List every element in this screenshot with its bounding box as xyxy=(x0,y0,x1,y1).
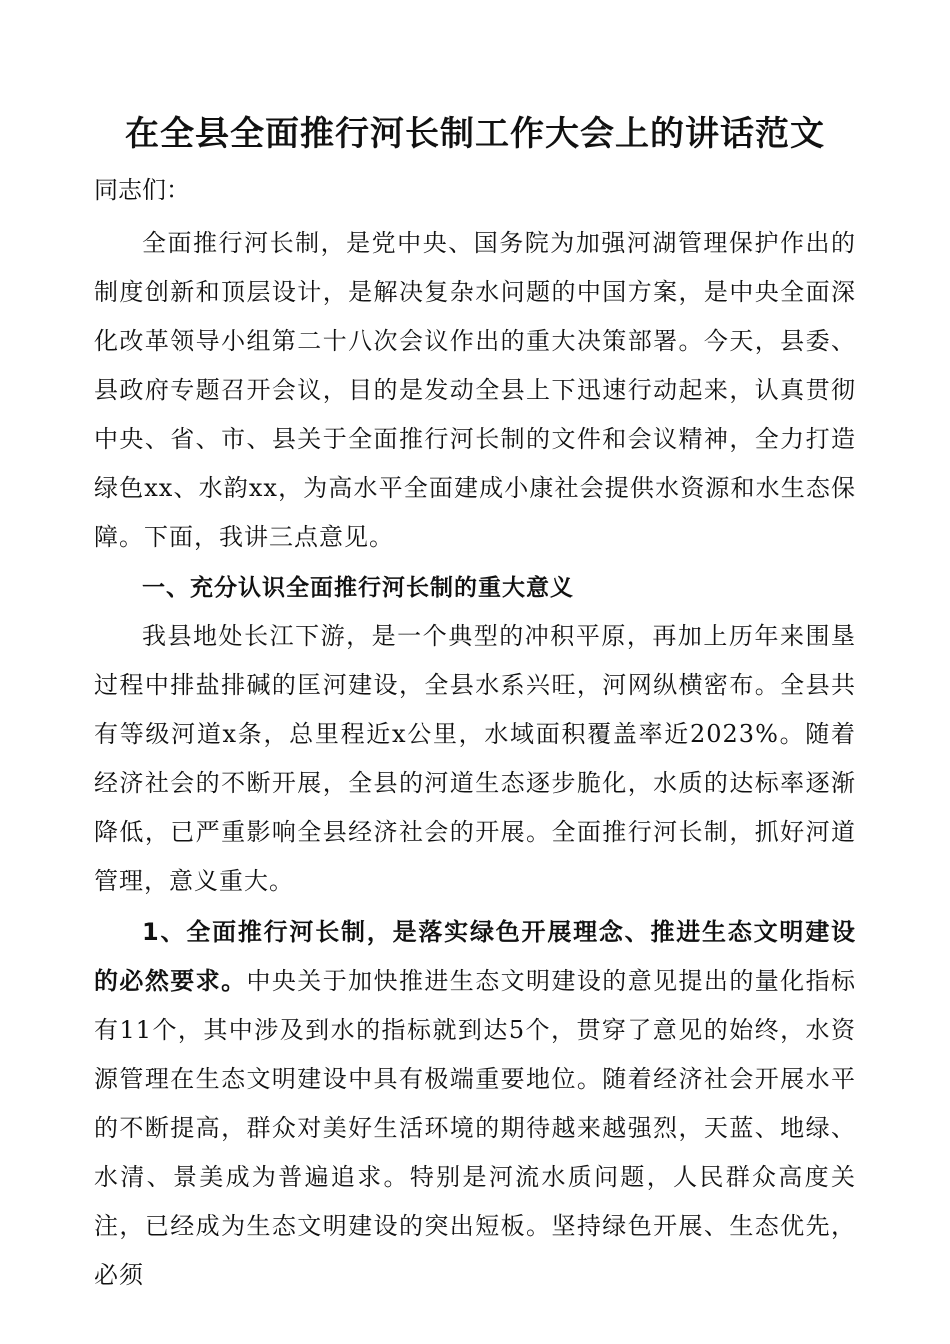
salutation: 同志们： xyxy=(94,176,190,204)
section-heading-1: 一、充分认识全面推行河长制的重大意义 xyxy=(142,575,574,601)
paragraph-point-1-body: 中央关于加快推进生态文明建设的意见提出的量化指标有11个，其中涉及到水的指标就到达5个，贯穿了意见的始终，水资源管理在生态文明建设中具有极端重要地位。随着经济社会开展水平的不断提高，群众对美好生活环境的期待越来越强烈，天蓝、地绿、水清、景美成为普遍追求。特别是河流水质问题，人民群众高度关注，已经成为生态文明建设的突出短板。坚持绿色开展、生态优先，必须 xyxy=(94,967,856,1289)
paragraph-point-1-lead: 1、全面推行河长制，是落实绿色开展理念、推进生态文明建设的必然要求。 xyxy=(94,918,856,995)
paragraph-background: 我县地处长江下游，是一个典型的冲积平原，再加上历年来围垦过程中排盐排碱的匡河建设，全县水系兴旺，河网纵横密布。全县共有等级河道x条，总里程近x公里，水域面积覆盖率近2023%。随着经济社会的不断开展，全县的河道生态逐步脆化，水质的达标率逐渐降低，已严重影响全县经济社会的开展。全面推行河长制，抓好河道管理，意义重大。 xyxy=(94,622,856,895)
document-title: 在全县全面推行河长制工作大会上的讲话范文 xyxy=(125,114,825,154)
paragraph-intro: 全面推行河长制，是党中央、国务院为加强河湖管理保护作出的制度创新和顶层设计，是解决复杂水问题的中国方案，是中央全面深化改革领导小组第二十八次会议作出的重大决策部署。今天，县委、县政府专题召开会议，目的是发动全县上下迅速行动起来，认真贯彻中央、省、市、县关于全面推行河长制的文件和会议精神，全力打造绿色xx、水韵xx，为高水平全面建成小康社会提供水资源和水生态保障。下面，我讲三点意见。 xyxy=(94,229,856,551)
paragraph-point-1 xyxy=(94,908,856,1300)
